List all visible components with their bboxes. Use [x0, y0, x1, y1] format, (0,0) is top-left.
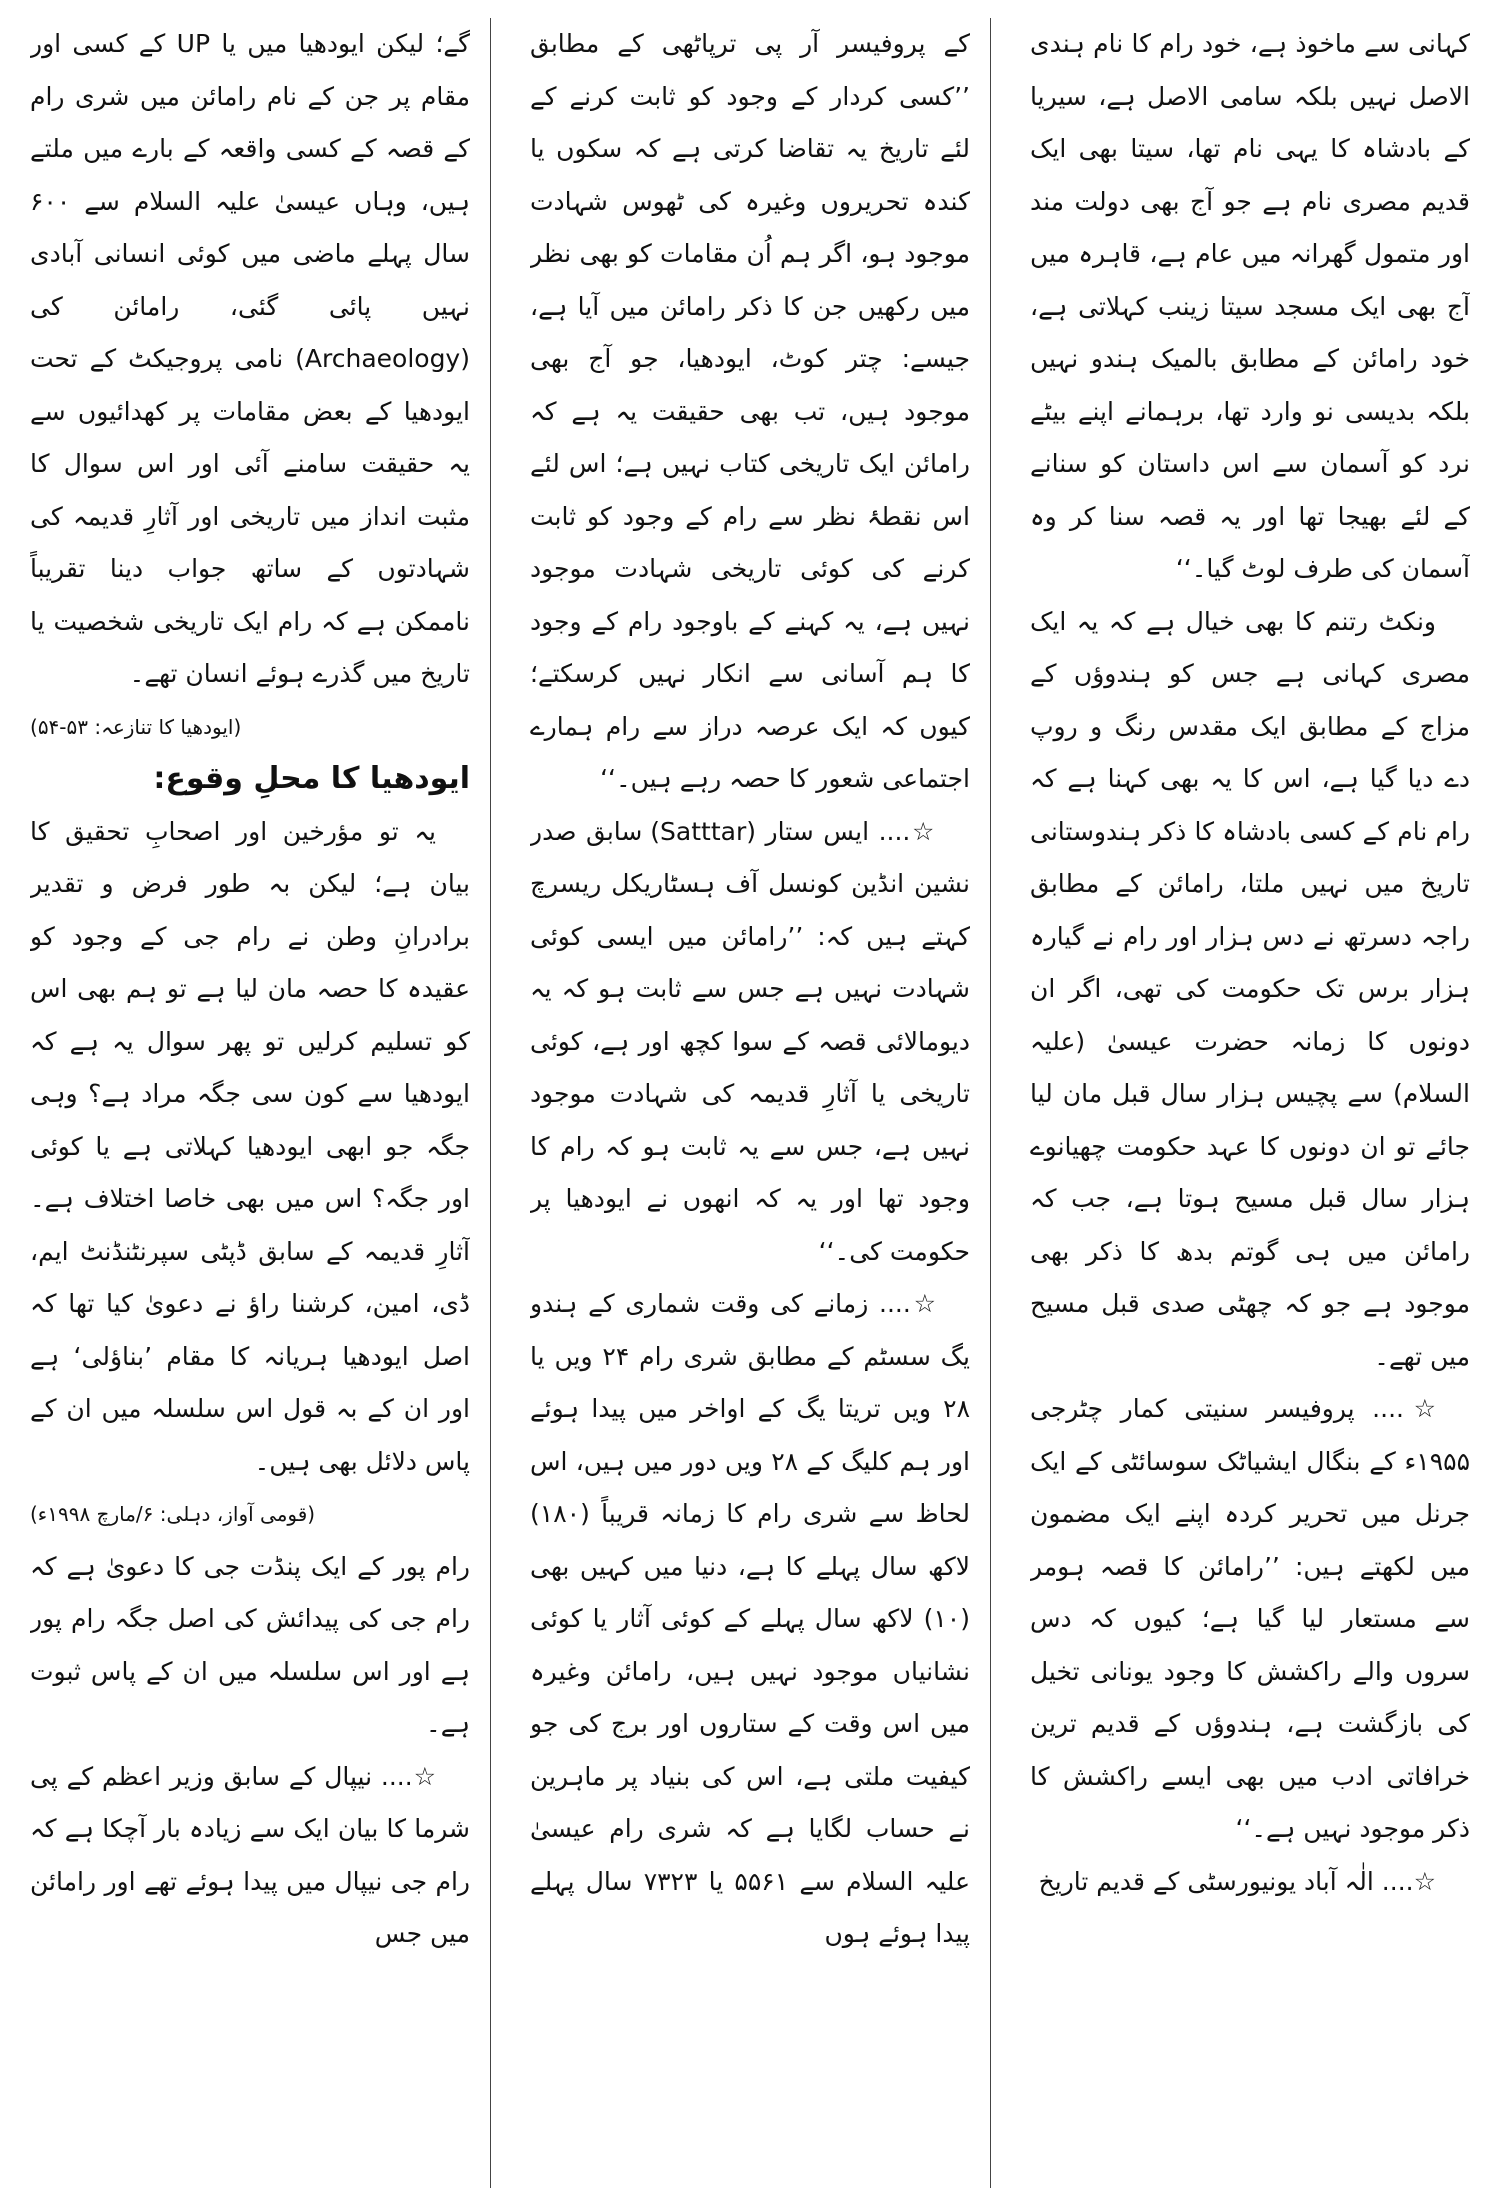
paragraph: ونکٹ رتنم کا بھی خیال ہے کہ یہ ایک مصری کہانی ہے جس کو ہندوؤں کے مزاج کے مطابق ایک مقدس رنگ و روپ دے دیا گیا ہے، اس کا یہ بھی کہنا ہے کہ رام نام کے کسی بادشاہ کا ذکر ہندوستانی تاریخ میں نہیں ملتا، رامائن کے مطابق راجہ دسرتھ نے دس ہزار اور رام نے گیارہ ہزار برس تک حکومت کی تھی، اگر ان دونوں کا زمانہ حضرت عیسیٰ (علیہ السلام) سے پچیس ہزار سال قبل مان لیا جائے تو ان دونوں کا عہد حکومت چھیانوے ہزار سال قبل مسیح ہوتا ہے، جب کہ رامائن میں ہی گوتم بدھ کا ذکر بھی موجود ہے جو کہ چھٹی صدی قبل مسیح میں تھے۔: [1030, 606, 1470, 1371]
column-divider: [990, 18, 991, 2188]
paragraph: ☆.... پروفیسر سنیتی کمار چٹرجی ۱۹۵۵ء کے بنگال ایشیاٹک سوسائٹی کے ایک جرنل میں تحریر کردہ اپنے ایک مضمون میں لکھتے ہیں: ’’رامائن کا قصہ ہومر سے مستعار لیا گیا ہے؛ کیوں کہ دس سروں والے راکشش کا وجود یونانی تخیل کی بازگشت ہے، ہندوؤں کے قدیم ترین خرافاتی ادب میں بھی ایسے راکشش کا ذکر موجود نہیں ہے۔‘‘: [1030, 1394, 1470, 1843]
paragraph: رام پور کے ایک پنڈت جی کا دعویٰ ہے کہ رام جی کی پیدائش کی اصل جگہ رام پور ہے اور اس سلسلہ میں ان کے پاس ثبوت ہے۔: [30, 1551, 470, 1738]
citation: (قومی آواز، دہلی: ۶/مارچ ۱۹۹۸ء): [30, 1502, 316, 1526]
citation: (ایودھیا کا تنازعہ: ۵۳-۵۴): [30, 714, 242, 739]
paragraph: ☆.... زمانے کی وقت شماری کے ہندو یگ سسٹم کے مطابق شری رام ۲۴ ویں یا ۲۸ ویں تریتا یگ کے اواخر میں پیدا ہوئے اور ہم کلیگ کے ۲۸ ویں دور میں ہیں، اس لحاظ سے شری رام کا زمانہ قریباً (۱۸۰) لاکھ سال پہلے کا ہے، دنیا میں کہیں بھی (۱۰) لاکھ سال پہلے کے کوئی آثار یا کوئی نشانیاں موجود نہیں ہیں، رامائن وغیرہ میں اس وقت کے ستاروں اور برج کی جو کیفیت ملتی ہے، اس کی بنیاد پر ماہرین نے حساب لگایا ہے کہ شری رام عیسیٰ علیہ السلام سے ۵۵۶۱ یا ۷۳۲۳ سال پہلے پیدا ہوئے ہوں: [530, 1289, 970, 1948]
paragraph: ☆.... نیپال کے سابق وزیر اعظم کے پی شرما کا بیان ایک سے زیادہ بار آچکا ہے کہ رام جی نیپال میں پیدا ہوئے تھے اور رامائن میں جس: [30, 1761, 470, 1948]
paragraph: کہانی سے ماخوذ ہے، خود رام کا نام ہندی الاصل نہیں بلکہ سامی الاصل ہے، سیریا کے بادشاہ کا یہی نام تھا، سیتا بھی ایک قدیم مصری نام ہے جو آج بھی دولت مند اور متمول گھرانہ میں عام ہے، قاہرہ میں آج بھی ایک مسجد سیتا زینب کہلاتی ہے، خود رامائن کے مطابق بالمیک ہندو نہیں بلکہ بدیسی نو وارد تھا، برہمانے اپنے بیٹے نرد کو آسمان سے اس داستان کو سنانے کے لئے بھیجا تھا اور یہ قصہ سنا کر وہ آسمان کی طرف لوٹ گیا۔‘‘: [1030, 29, 1470, 583]
text-column-right: [1030, 18, 1470, 2188]
paragraph: ☆.... ایس ستار (Satttar) سابق صدر نشین انڈین کونسل آف ہسٹاریکل ریسرچ کہتے ہیں کہ: ’’رامائن میں ایسی کوئی شہادت نہیں ہے جس سے ثابت ہو کہ یہ دیومالائی قصہ کے سوا کچھ اور ہے، کوئی تاریخی یا آثارِ قدیمہ کی شہادت موجود نہیں ہے، جس سے یہ ثابت ہو کہ رام کا وجود تھا اور یہ کہ انھوں نے ایودھیا پر حکومت کی۔‘‘: [530, 816, 970, 1266]
text-column-left: [30, 18, 470, 2188]
paragraph: گے؛ لیکن ایودھیا میں یا UP کے کسی اور مقام پر جن کے نام رامائن میں شری رام کے قصہ کے کسی واقعہ کے بارے میں ملتے ہیں، وہاں عیسیٰ علیہ السلام سے ۶۰۰ سال پہلے ماضی میں کوئی انسانی آبادی نہیں پائی گئی، رامائن کی (Archaeology) نامی پروجیکٹ کے تحت ایودھیا کے بعض مقامات پر کھدائیوں سے یہ حقیقت سامنے آئی اور اس سوال کا مثبت انداز میں تاریخی اور آثارِ قدیمہ کی شہادتوں کے ساتھ جواب دینا تقریباً ناممکن ہے کہ رام ایک تاریخی شخصیت یا تاریخ میں گذرے ہوئے انسان تھے۔: [30, 29, 470, 688]
paragraph: کے پروفیسر آر پی ترپاٹھی کے مطابق ’’کسی کردار کے وجود کو ثابت کرنے کے لئے تاریخ یہ تقاضا کرتی ہے کہ سکوں یا کندہ تحریروں وغیرہ کی ٹھوس شہادت موجود ہو، اگر ہم اُن مقامات کو بھی نظر میں رکھیں جن کا ذکر رامائن میں آیا ہے، جیسے: چتر کوٹ، ایودھیا، جو آج بھی موجود ہیں، تب بھی حقیقت یہ ہے کہ رامائن ایک تاریخی کتاب نہیں ہے؛ اس لئے اس نقطۂ نظر سے رام کے وجود کو ثابت کرنے کی کوئی تاریخی شہادت موجود نہیں ہے، یہ کہنے کے باوجود رام کے وجود کا ہم آسانی سے انکار نہیں کرسکتے؛ کیوں کہ ایک عرصہ دراز سے رام ہمارے اجتماعی شعور کا حصہ رہے ہیں۔‘‘: [530, 29, 970, 793]
column-divider: [490, 18, 491, 2188]
paragraph: ☆.... الٰہ آباد یونیورسٹی کے قدیم تاریخ: [1038, 1866, 1436, 1896]
text-column-middle: [530, 18, 970, 2188]
section-heading: ایودھیا کا محلِ وقوع:: [153, 761, 470, 796]
paragraph: یہ تو مؤرخین اور اصحابِ تحقیق کا بیان ہے؛ لیکن بہ طور فرض و تقدیر برادرانِ وطن نے رام جی کے وجود کو عقیدہ کا حصہ مان لیا ہے تو ہم بھی اس کو تسلیم کرلیں تو پھر سوال یہ ہے کہ ایودھیا سے کون سی جگہ مراد ہے؟ وہی جگہ جو ابھی ایودھیا کہلاتی ہے یا کوئی اور جگہ؟ اس میں بھی خاصا اختلاف ہے۔ آثارِ قدیمہ کے سابق ڈپٹی سپرنٹنڈنٹ ایم، ڈی، امین، کرشنا راؤ نے دعویٰ کیا تھا کہ اصل ایودھیا ہریانہ کا مقام ’بناؤلی‘ ہے اور ان کے بہ قول اس سلسلہ میں ان کے پاس دلائل بھی ہیں۔: [30, 816, 470, 1476]
